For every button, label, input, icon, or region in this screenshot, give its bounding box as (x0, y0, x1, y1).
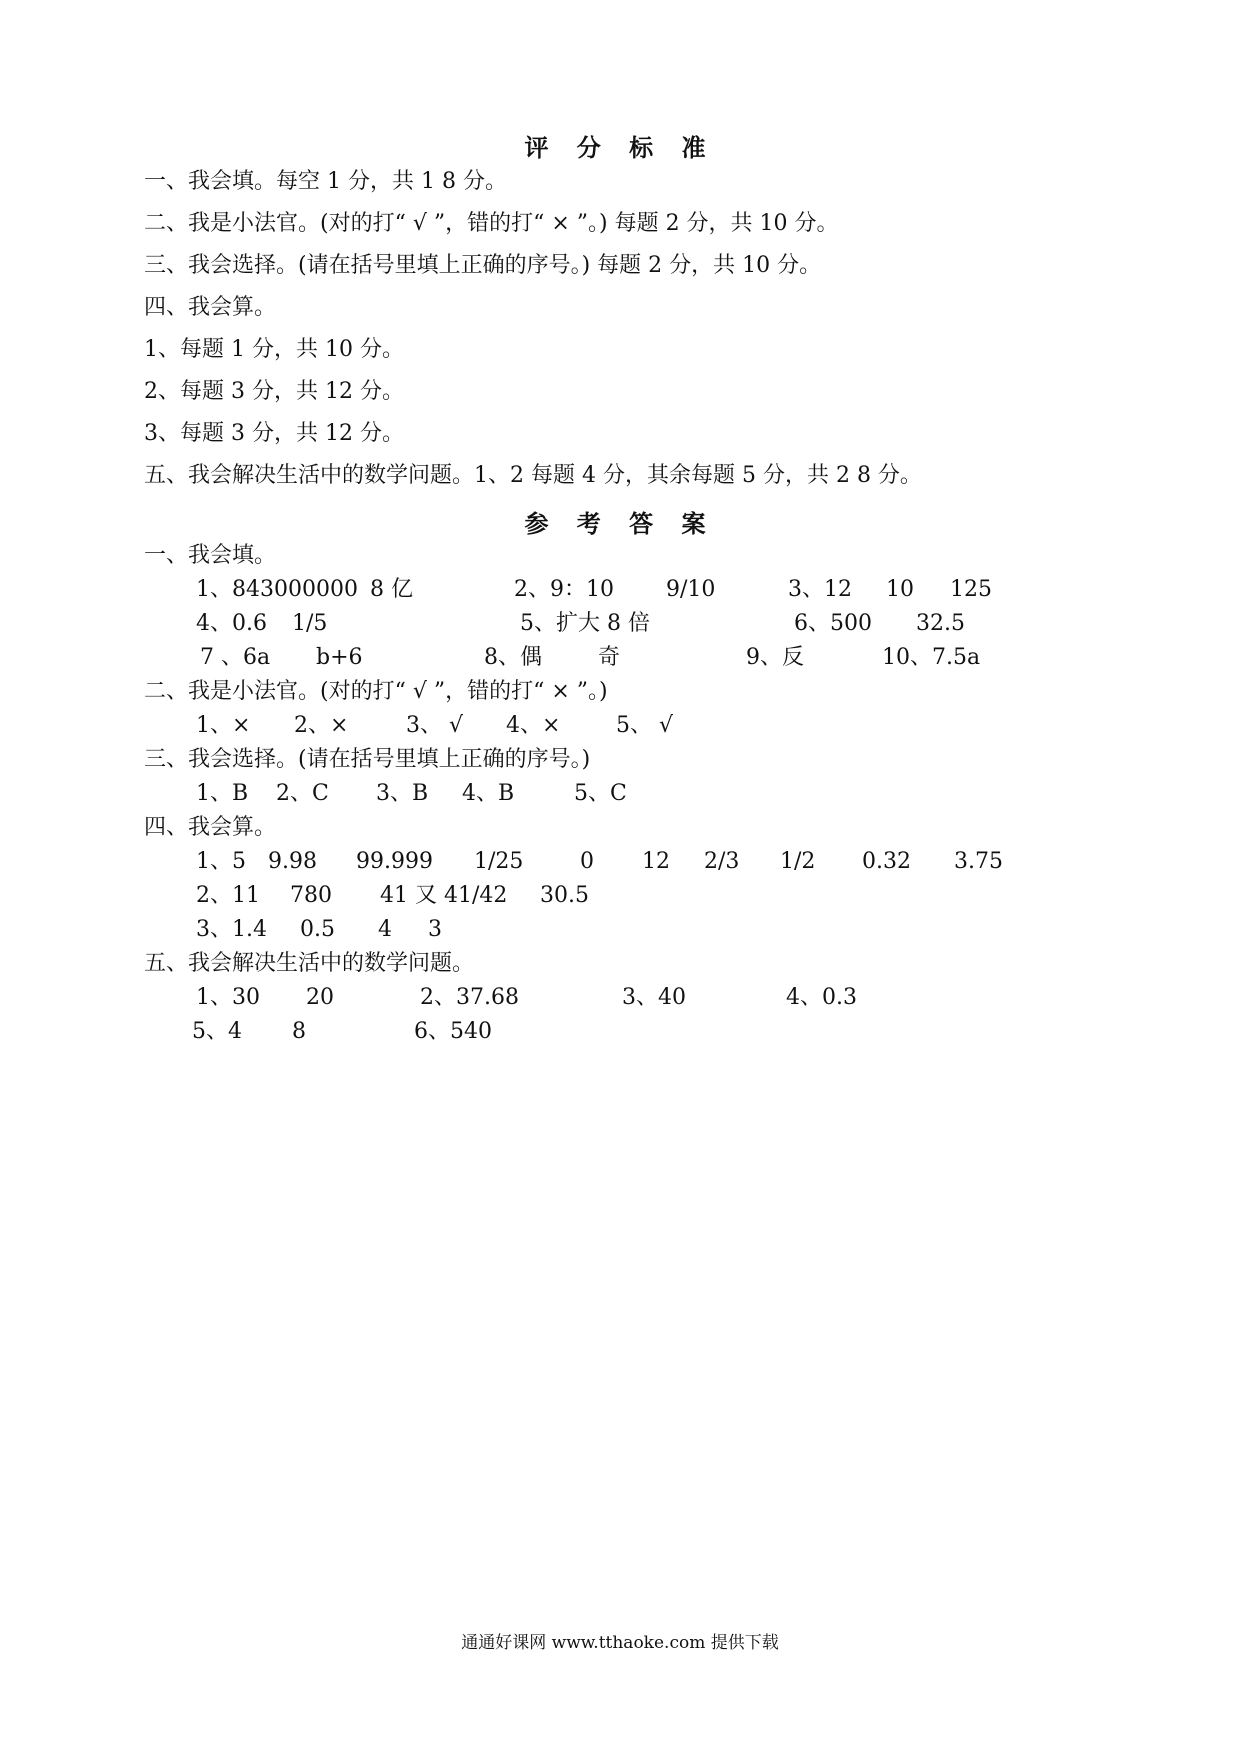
answer-item: 780 (290, 883, 332, 908)
scoring-line: 2、每题 3 分，共 12 分。 (144, 379, 404, 404)
answer-item: 9.98 (268, 849, 317, 874)
answer-item: 30.5 (540, 883, 589, 908)
answer-item: 5、扩大 8 倍 (520, 611, 650, 636)
answer-item: 0 (580, 849, 594, 874)
answer-item: 5、4 (192, 1019, 242, 1044)
answer-item: 3、B (376, 781, 429, 806)
answer-item: 2、C (276, 781, 329, 806)
answer-item: 1、B (196, 781, 249, 806)
section-heading: 四、我会算。 (144, 815, 277, 840)
answer-item: 3、40 (622, 985, 686, 1010)
scoring-line: 四、我会算。 (144, 295, 277, 320)
answer-item: 3.75 (954, 849, 1003, 874)
answer-item: 1、× (196, 713, 251, 738)
scoring-line: 3、每题 3 分，共 12 分。 (144, 421, 404, 446)
section-heading: 一、我会填。 (144, 543, 277, 568)
answer-item: 1、843000000 (196, 577, 358, 602)
answer-item: b+6 (316, 645, 363, 670)
answer-item: 125 (950, 577, 992, 602)
answer-item: 9/10 (666, 577, 716, 602)
answer-item: 2、11 (196, 883, 260, 908)
section-heading: 三、我会选择。(请在括号里填上正确的序号。) (144, 747, 591, 772)
answer-item: 5、C (574, 781, 627, 806)
answer-item: 3、 √ (406, 713, 464, 738)
answer-item: 0.32 (862, 849, 911, 874)
answer-item: 12 (642, 849, 670, 874)
answer-item: 0.5 (300, 917, 335, 942)
answer-item: 9、反 (746, 645, 804, 670)
answer-item: 4 (378, 917, 392, 942)
answer-item: 2/3 (704, 849, 740, 874)
answer-item: 32.5 (916, 611, 965, 636)
answer-item: 1/5 (292, 611, 328, 636)
scoring-line: 二、我是小法官。(对的打“ √ ”，错的打“ × ”。) 每题 2 分，共 10 分。 (144, 211, 839, 236)
answer-item: 3、12 (788, 577, 852, 602)
answer-item: 6、540 (414, 1019, 492, 1044)
answer-item: 7 、6a (200, 645, 271, 670)
answer-item: 4、B (462, 781, 515, 806)
answer-item: 4、× (506, 713, 561, 738)
answer-item: 1、30 (196, 985, 260, 1010)
answer-item: 8 亿 (370, 577, 413, 602)
answer-item: 20 (306, 985, 334, 1010)
scoring-line: 一、我会填。每空 1 分，共 1 8 分。 (144, 169, 507, 194)
answer-item: 10、7.5a (882, 645, 981, 670)
answer-item: 1/25 (474, 849, 524, 874)
answer-item: 6、500 (794, 611, 872, 636)
answer-item: 1/2 (780, 849, 816, 874)
scoring-line: 1、每题 1 分，共 10 分。 (144, 337, 404, 362)
answer-item: 41 又 41/42 (380, 883, 508, 908)
answer-item: 8 (292, 1019, 306, 1044)
scoring-line: 三、我会选择。(请在括号里填上正确的序号。) 每题 2 分，共 10 分。 (144, 253, 822, 278)
answer-item: 2、9：10 (514, 577, 614, 602)
section-heading: 五、我会解决生活中的数学问题。 (144, 951, 475, 976)
scoring-title: 评 分 标 准 (524, 133, 716, 162)
answer-item: 1、5 (196, 849, 246, 874)
footer-credit: 通通好课网 www.tthaoke.com 提供下载 (461, 1633, 779, 1653)
answer-item: 4、0.3 (786, 985, 857, 1010)
answer-item: 2、× (294, 713, 349, 738)
answers-title: 参 考 答 案 (524, 509, 716, 538)
answer-item: 5、 √ (616, 713, 674, 738)
answer-item: 4、0.6 (196, 611, 267, 636)
answer-item: 8、偶 (484, 645, 542, 670)
section-heading: 二、我是小法官。(对的打“ √ ”，错的打“ × ”。) (144, 679, 608, 704)
answer-item: 99.999 (356, 849, 433, 874)
scoring-line: 五、我会解决生活中的数学问题。1、2 每题 4 分，其余每题 5 分，共 2 8 分。 (144, 463, 922, 488)
answer-item: 3、1.4 (196, 917, 267, 942)
answer-item: 奇 (598, 645, 621, 670)
answer-item: 3 (428, 917, 442, 942)
answer-item: 2、37.68 (420, 985, 519, 1010)
answer-item: 10 (886, 577, 914, 602)
